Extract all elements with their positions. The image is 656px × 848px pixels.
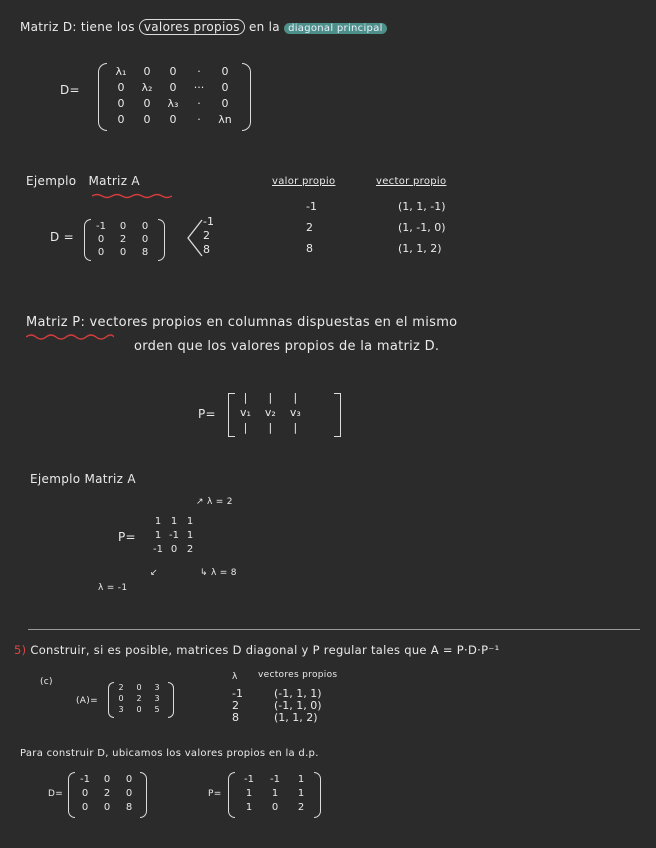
exercise-number: 5)	[14, 643, 27, 657]
ann-right-text: λ = 8	[211, 568, 237, 578]
p-column	[240, 390, 251, 435]
matrix-cell: ·	[197, 97, 201, 110]
p-column	[265, 390, 276, 435]
matrix-cell: 0	[97, 247, 105, 258]
example1-matrix-name: Matriz A	[88, 174, 140, 188]
vec-header: vectores propios	[258, 670, 338, 680]
exercise-vector: (-1, 1, 0)	[274, 699, 322, 712]
column-bar: |	[243, 421, 248, 434]
col-vector-header: vector propio	[376, 176, 447, 187]
matrix-p-result	[236, 773, 314, 815]
exercise-lambdas	[232, 688, 243, 724]
annotation-lambda-8: ↳ λ = 8	[200, 568, 237, 578]
ann-top-text: λ = 2	[207, 497, 233, 507]
matrix-cell: 0	[117, 113, 125, 126]
matrix-p-label: P=	[198, 407, 216, 421]
matrix-row	[236, 773, 314, 787]
matrix-row	[108, 96, 238, 112]
example1-title: Ejemplo	[26, 174, 77, 188]
p-column	[290, 390, 301, 435]
matrix-cell: 2	[103, 788, 111, 799]
matrix-cell: -1	[153, 544, 163, 555]
exercise-lambda: 2	[232, 699, 239, 712]
matrix-cell: 0	[141, 221, 149, 232]
vectores-list	[398, 196, 446, 259]
circled-term: valores propios	[139, 19, 245, 35]
matrix-cell: -1	[244, 774, 254, 785]
arrow-value: 8	[203, 243, 210, 256]
matrix-cell: 0	[81, 802, 89, 813]
annotation-lambda-minus1: λ = -1	[98, 583, 128, 593]
matrix-p-definition	[26, 315, 457, 330]
column-bar: |	[243, 391, 248, 404]
matrix-cell: -1	[96, 221, 106, 232]
matrix-row	[108, 112, 238, 128]
matrix-cell: 0	[169, 113, 177, 126]
matrix-cell: 8	[141, 247, 149, 258]
p-result-label: P=	[208, 789, 222, 799]
matrix-cell: 1	[245, 788, 253, 799]
matrix-cell: 0	[143, 97, 151, 110]
matrix-row	[108, 80, 238, 96]
intro-line	[20, 20, 387, 34]
highlighted-term: diagonal principal	[284, 23, 387, 34]
matrix-cell: 8	[125, 802, 133, 813]
matrix-cell: 0	[119, 221, 127, 232]
matrix-cell: 3	[154, 683, 160, 692]
matrix-cell: 0	[136, 683, 142, 692]
matrix-p-line1: : vectores propios en columnas dispuestas en el mismo	[80, 315, 458, 330]
matrix-cell: 0	[118, 694, 124, 703]
matrix-row	[112, 704, 166, 715]
matrix-cell: 0	[271, 802, 279, 813]
matrix-row	[150, 515, 198, 529]
matrix-cell: 0	[221, 97, 229, 110]
matrix-row	[108, 64, 238, 80]
matrix-cell: 0	[125, 788, 133, 799]
matrix-cell: 0	[143, 65, 151, 78]
matrix-cell: 0	[119, 247, 127, 258]
d-result-label: D=	[48, 789, 64, 799]
vector-propio: (1, 1, 2)	[398, 242, 442, 255]
example1-d-label: D =	[50, 230, 75, 244]
matrix-cell: 2	[119, 234, 127, 245]
arrow-value: -1	[203, 215, 214, 228]
matrix-cell: 1	[186, 530, 194, 541]
matrix-row	[236, 801, 314, 815]
matrix-cell: 1	[186, 516, 194, 527]
matrix-d-result	[74, 773, 140, 815]
arrow-bracket-icon	[184, 216, 204, 260]
matrix-cell: λ₃	[167, 97, 179, 110]
matrix-cell: 2	[297, 802, 305, 813]
exercise-vectors	[274, 688, 322, 724]
matrix-row	[150, 529, 198, 543]
matrix-cell: -1	[80, 774, 90, 785]
valor-propio: -1	[306, 200, 317, 213]
matrix-cell: λ₁	[115, 65, 127, 78]
annotation-lambda-left: ↙	[150, 568, 158, 578]
a-right-paren	[168, 682, 174, 718]
annotation-lambda-2: ↗ λ = 2	[196, 497, 233, 507]
exercise-text: Construir, si es posible, matrices D diagonal y P regular tales que A = P·D·P⁻¹	[30, 643, 500, 657]
matrix-a	[112, 682, 166, 715]
matrix-p-line2: orden que los valores propios de la matriz D.	[134, 339, 440, 354]
intro-mid: en la	[248, 20, 280, 34]
matrix-cell: -1	[169, 530, 179, 541]
example2-matrix	[150, 515, 198, 557]
exercise-vector: (1, 1, 2)	[274, 711, 318, 724]
matrix-cell: 1	[297, 774, 305, 785]
matrix-cell: 0	[81, 788, 89, 799]
matrix-cell: 0	[143, 113, 151, 126]
red-underline-wave-p	[26, 333, 114, 341]
matrix-d-left-paren	[98, 63, 107, 131]
matrix-row	[112, 693, 166, 704]
example2-title: Ejemplo Matriz A	[30, 472, 136, 486]
matrix-row	[90, 220, 156, 233]
matrix-cell: 1	[297, 788, 305, 799]
col-valor-header: valor propio	[272, 176, 336, 187]
matrix-cell: 0	[117, 81, 125, 94]
arrow-values	[203, 215, 214, 257]
valor-propio: 2	[306, 221, 313, 234]
matrix-cell: 0	[136, 705, 142, 714]
matrix-p-columns	[240, 390, 301, 435]
matrix-cell: -1	[270, 774, 280, 785]
column-vector: v₃	[289, 406, 301, 419]
matrix-cell: 0	[117, 97, 125, 110]
matrix-d-general	[108, 64, 238, 128]
matrix-cell: 0	[221, 65, 229, 78]
column-bar: |	[293, 421, 298, 434]
exercise-sub: (c)	[40, 677, 53, 687]
matrix-cell: 1	[245, 802, 253, 813]
matrix-row	[150, 543, 198, 557]
matrix-row	[74, 787, 140, 801]
divider-line	[28, 629, 640, 630]
matrix-cell: 0	[221, 81, 229, 94]
arrow-value: 2	[203, 229, 210, 242]
matrix-cell: λn	[218, 113, 232, 126]
example2-p-label: P=	[118, 530, 136, 544]
lambda-header: λ	[232, 672, 238, 682]
valores-list	[306, 196, 317, 259]
matrix-cell: 1	[154, 530, 162, 541]
vector-propio: (1, -1, 0)	[398, 221, 446, 234]
valor-propio: 8	[306, 242, 313, 255]
matrix-cell: ·	[197, 65, 201, 78]
exercise-statement	[14, 643, 500, 657]
pres-right-paren	[314, 772, 321, 818]
matrix-cell: 1	[154, 516, 162, 527]
exercise-vector: (-1, 1, 1)	[274, 687, 322, 700]
matrix-p-term: Matriz P	[26, 315, 81, 330]
column-bar: |	[268, 421, 273, 434]
matrix-cell: 0	[97, 234, 105, 245]
exercise-lambda: -1	[232, 687, 243, 700]
dres-right-paren	[140, 772, 147, 818]
matrix-cell: 5	[154, 705, 160, 714]
matrix-row	[74, 801, 140, 815]
column-bar: |	[293, 391, 298, 404]
matrix-cell: 1	[170, 516, 178, 527]
matrix-cell: 3	[118, 705, 124, 714]
example1-matrix	[90, 220, 156, 259]
pres-left-paren	[228, 772, 235, 818]
p-right-bracket	[334, 393, 341, 437]
matrix-cell: 0	[125, 774, 133, 785]
matrix-cell: 2	[118, 683, 124, 692]
matrix-cell: 3	[154, 694, 160, 703]
matrix-cell: 0	[169, 81, 177, 94]
matrix-cell: 0	[170, 544, 178, 555]
vector-propio: (1, 1, -1)	[398, 200, 446, 213]
intro-prefix: Matriz D: tiene los	[20, 20, 135, 34]
a-label: (A)=	[76, 696, 98, 706]
matrix-row	[236, 787, 314, 801]
matrix-d-label: D=	[60, 83, 80, 97]
column-bar: |	[268, 391, 273, 404]
matrix-cell: ···	[193, 81, 205, 94]
matrix-row	[90, 246, 156, 259]
matrix-cell: 2	[186, 544, 194, 555]
column-vector: v₁	[240, 406, 251, 419]
matrix-cell: ·	[197, 113, 201, 126]
matrix-cell: 2	[136, 694, 142, 703]
matrix-row	[74, 773, 140, 787]
matrix-cell: 1	[271, 788, 279, 799]
matrix-d-right-paren	[242, 63, 251, 131]
exercise-lambda: 8	[232, 711, 239, 724]
matrix-cell: 0	[141, 234, 149, 245]
matrix-cell: 0	[103, 802, 111, 813]
matrix-row	[112, 682, 166, 693]
matrix-cell: 0	[169, 65, 177, 78]
column-vector: v₂	[264, 406, 276, 419]
p-left-bracket	[228, 393, 235, 437]
red-underline-wave	[92, 193, 172, 199]
matrix-cell: λ₂	[141, 81, 153, 94]
matrix-cell: 0	[103, 774, 111, 785]
example1-heading	[26, 174, 140, 188]
construct-text: Para construir D, ubicamos los valores propios en la d.p.	[20, 748, 319, 759]
ex1-right-paren	[158, 219, 165, 261]
matrix-row	[90, 233, 156, 246]
